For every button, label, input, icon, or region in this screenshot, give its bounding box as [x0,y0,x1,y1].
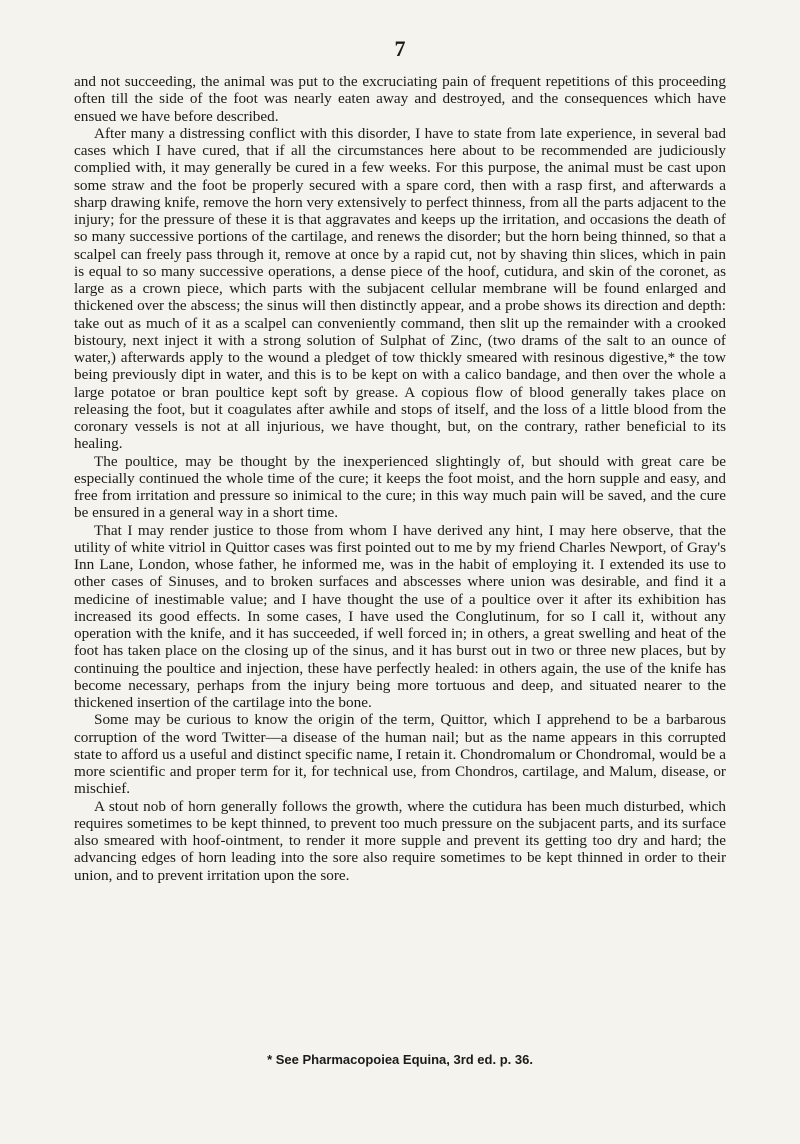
paragraph: and not succeeding, the animal was put to the excruciating pain of frequent repetitions of this proceeding often till the side of the foot was nearly eaten away and destroyed, and the consequences which have ensued we have before described. [74,73,726,125]
page-number: 7 [394,36,406,61]
paragraph: Some may be curious to know the origin of the term, Quittor, which I apprehend to be a barbarous corruption of the word Twitter—a disease of the human nail; but as the name appears in this corrupted state to afford us a useful and distinct specific name, I retain it. Chondromalum or Chondromal, would be a more scientific and proper term for it, for technical use, from Chondros, cartilage, and Malum, disease, or mischief. [74,711,726,798]
paragraph: That I may render justice to those from whom I have derived any hint, I may here observe, that the utility of white vitriol in Quittor cases was first pointed out to me by my friend Charles Newport, of Gray's Inn Lane, London, whose father, he informed me, was in the habit of employing it. I extended its use to other cases of Sinuses, and to broken surfaces and abscesses where union was desirable, and find it a medicine of inestimable value; and I have thought the use of a poultice over it after its exhibition has increased its good effects. In some cases, I have used the Conglutinum, for so I call it, without any operation with the knife, and it has succeeded, if well forced in; in others, a great swelling and heat of the foot has taken place on the closing up of the sinus, and it has burst out in two or three new places, but by continuing the poultice and injection, these have perfectly healed: in others again, the use of the knife has become necessary, perhaps from the injury being more tortuous and deep, and situated nearer to the thickened insertion of the cartilage into the bone. [74,521,726,711]
footnote: * See Pharmacopoiea Equina, 3rd ed. p. 36. [267,1052,533,1067]
paragraph: After many a distressing conflict with this disorder, I have to state from late experience, in several bad cases which I have cured, that if all the circumstances here about to be recommended are judiciously complied with, it may generally be cured in a few weeks. For this purpose, the animal must be cast upon some straw and the foot be properly secured with a spare cord, then with a rasp first, and afterwards a sharp drawing knife, remove the horn very extensively to perfect thinness, from all the parts adjacent to the injury; for the pressure of these it is that aggravates and keeps up the irritation, and occasions the death of so many successive portions of the cartilage, and renews the disorder; but the horn being thinned, so that a scalpel can freely pass through it, remove at once by a rapid cut, not by shaving thin slices, which in pain is equal to so many successive operations, a dense piece of the hoof, cutidura, and skin of the coronet, as large as a crown piece, which parts with the subjacent cellular membrane will be found enlarged and thickened over the abscess; the sinus will then distinctly appear, and a probe shows its direction and depth: take out as much of it as a scalpel can conveniently command, then slit up the remainder with a crooked bistoury, next inject it with a strong solution of Sulphat of Zinc, (two drams of the salt to an ounce of water,) afterwards apply to the wound a pledget of tow thickly smeared with resinous digestive,* the tow being previously dipt in water, and this is to be kept on with a calico bandage, and then over the whole a large potatoe or bran poultice kept soft by grease. A copious flow of blood generally takes place on releasing the foot, but it coagulates after awhile and stops of itself, and the loss of a little blood from the coronary vessels is not at all injurious, we have thought, but, on the contrary, rather beneficial to its healing. [74,124,726,453]
body-text [74,73,726,884]
paragraph: A stout nob of horn generally follows the growth, where the cutidura has been much disturbed, which requires sometimes to be kept thinned, to prevent too much pressure on the subjacent parts, and its surface also smeared with hoof-ointment, to render it more supple and prevent its getting too dry and hard; the advancing edges of horn leading into the sore also require sometimes to be kept thinned in order to their union, and to prevent irritation upon the sore. [74,797,726,884]
paragraph: The poultice, may be thought by the inexperienced slightingly of, but should with great care be especially continued the whole time of the cure; it keeps the foot moist, and the horn supple and easy, and free from irritation and pressure so inimical to the cure; in this way much pain will be saved, and the cure be ensured in a general way in a short time. [74,452,726,522]
